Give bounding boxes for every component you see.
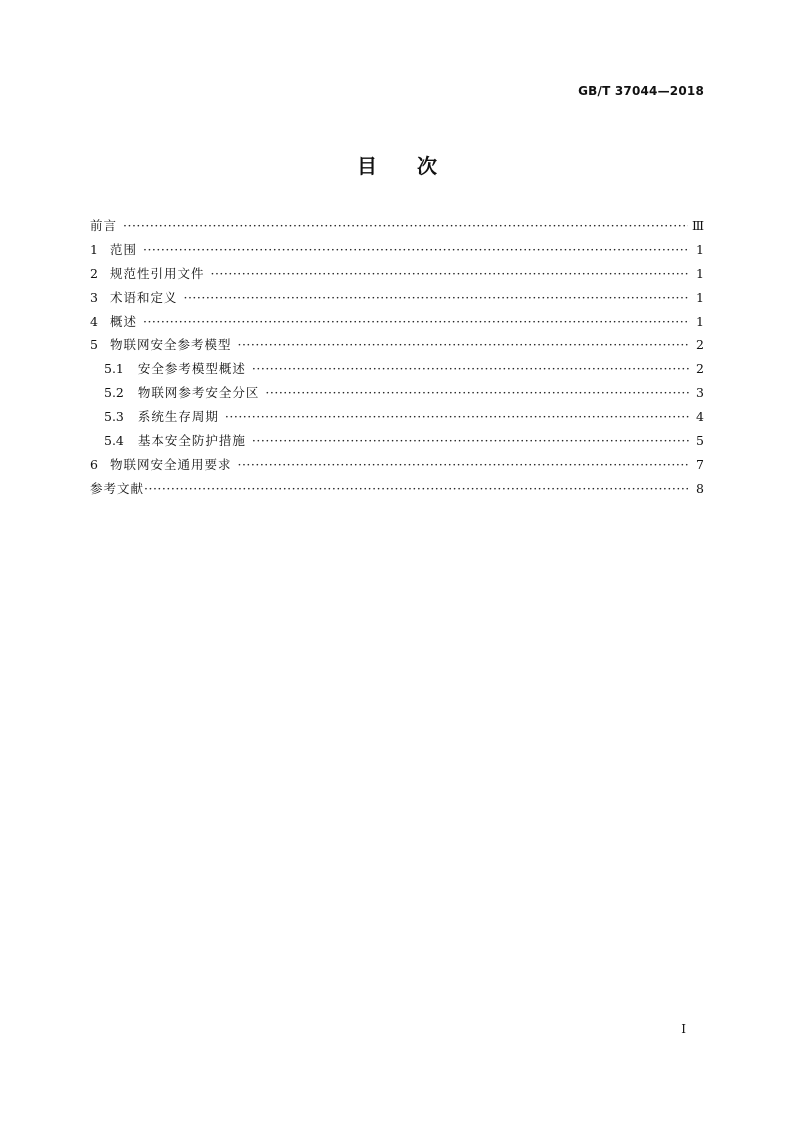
- table-of-contents: [90, 216, 704, 503]
- toc-entry-label: 参考文献: [90, 480, 145, 496]
- page-title: [0, 150, 794, 179]
- toc-entry-number: 4: [90, 313, 98, 329]
- toc-dot-leader: [143, 314, 690, 329]
- toc-entry-page: Ⅲ: [691, 218, 704, 233]
- toc-entry-label: 术语和定义: [109, 289, 178, 305]
- toc-entry-page: 7: [696, 456, 704, 472]
- toc-entry-label: 物联网安全通用要求: [109, 456, 232, 472]
- toc-dot-leader: [265, 385, 690, 400]
- toc-entry-label: 安全参考模型概述: [137, 361, 246, 377]
- toc-entry-number: 5.1: [104, 361, 124, 377]
- toc-entry-5[interactable]: [90, 335, 704, 359]
- toc-entry-page: 4: [696, 409, 704, 425]
- toc-entry-number: 5.3: [104, 409, 124, 425]
- toc-entry-number: 5.2: [104, 385, 124, 401]
- toc-entry-number: 3: [90, 289, 98, 305]
- toc-entry-label: 前言: [90, 218, 118, 233]
- toc-entry-number: 5: [90, 337, 98, 353]
- toc-entry-label: 规范性引用文件: [109, 265, 205, 281]
- toc-entry-label: 系统生存周期: [137, 409, 219, 425]
- toc-entry-bibliography[interactable]: [90, 479, 704, 503]
- toc-entry-number: 6: [90, 456, 98, 472]
- toc-entry-page: 5: [696, 433, 704, 449]
- standard-number: GB/T 37044—2018: [578, 84, 704, 98]
- toc-dot-leader: [123, 218, 688, 233]
- toc-entry-page: 3: [696, 385, 704, 401]
- toc-entry-1[interactable]: [90, 240, 704, 264]
- toc-entry-label: 基本安全防护措施: [137, 433, 246, 449]
- toc-dot-leader: [225, 409, 690, 424]
- page-title-left: 目: [357, 154, 377, 178]
- toc-entry-5-3[interactable]: [90, 407, 704, 431]
- toc-entry-page: 1: [696, 313, 704, 329]
- toc-entry-4[interactable]: [90, 312, 704, 336]
- toc-entry-5-4[interactable]: [90, 431, 704, 455]
- toc-dot-leader: [252, 433, 690, 448]
- toc-dot-leader: [183, 290, 690, 305]
- toc-dot-leader: [144, 481, 690, 496]
- toc-entry-page: 2: [696, 337, 704, 353]
- toc-entry-page: 1: [696, 265, 704, 281]
- toc-entry-label: 物联网安全参考模型: [109, 337, 232, 353]
- toc-entry-6[interactable]: [90, 455, 704, 479]
- toc-entry-label: 概述: [109, 313, 137, 329]
- toc-entry-page: 1: [696, 241, 704, 257]
- toc-entry-number: 1: [90, 241, 98, 257]
- toc-entry-page: 2: [696, 361, 704, 377]
- page-number: I: [681, 1022, 686, 1036]
- toc-entry-page: 1: [696, 289, 704, 305]
- toc-entry-2[interactable]: [90, 264, 704, 288]
- page-title-right: 次: [417, 154, 437, 178]
- toc-dot-leader: [252, 361, 690, 376]
- toc-entry-5-1[interactable]: [90, 359, 704, 383]
- toc-entry-5-2[interactable]: [90, 383, 704, 407]
- toc-dot-leader: [237, 337, 690, 352]
- toc-entry-page: 8: [696, 480, 704, 496]
- toc-dot-leader: [237, 457, 690, 472]
- toc-dot-leader: [143, 242, 690, 257]
- toc-entry-3[interactable]: [90, 288, 704, 312]
- toc-entry-label: 范围: [109, 241, 137, 257]
- toc-entry-number: 5.4: [104, 433, 124, 449]
- toc-entry-foreword[interactable]: [90, 216, 704, 240]
- toc-entry-label: 物联网参考安全分区: [137, 385, 260, 401]
- toc-entry-number: 2: [90, 265, 98, 281]
- toc-dot-leader: [210, 266, 690, 281]
